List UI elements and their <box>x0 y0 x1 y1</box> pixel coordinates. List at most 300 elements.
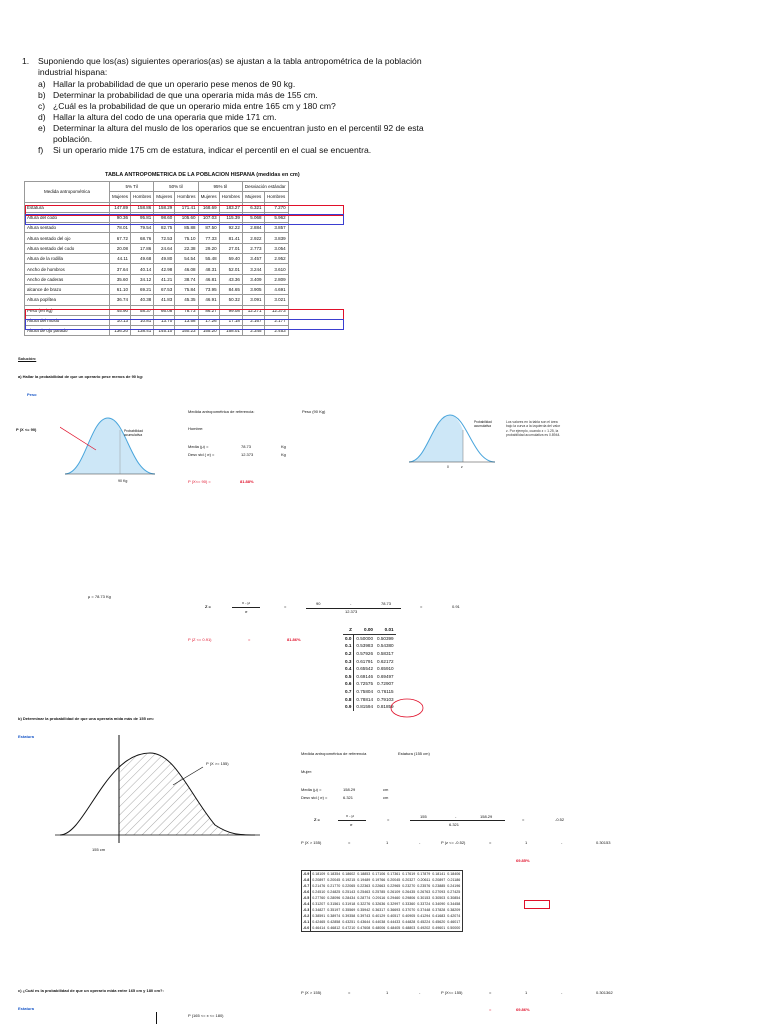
measure-value: 45.90 <box>110 305 131 315</box>
measure-value: 17.26 <box>198 315 219 325</box>
a-z-sd: 12.373 <box>345 609 358 614</box>
b-p3-minus: - <box>419 990 421 995</box>
measure-value: 67.72 <box>110 233 131 243</box>
z-table-cell: 0.49601 <box>432 926 446 930</box>
measure-value: 38.74 <box>175 274 198 284</box>
z-table-cell: -0.8 <box>303 878 310 882</box>
a-z-label: Z = <box>205 604 211 609</box>
measure-value: 34.12 <box>131 274 154 284</box>
measure-value: 87.50 <box>198 223 219 233</box>
measure-value: 72.53 <box>154 233 175 243</box>
measure-value: 12.373 <box>264 305 288 315</box>
z-table-cell: 0.8 <box>343 695 354 703</box>
measure-value: 24.64 <box>154 243 175 253</box>
z-table-cell: 0.29806 <box>402 896 416 900</box>
z-table-cell: 0.1 <box>343 642 354 650</box>
a-z-mu: 78.73 <box>381 601 392 606</box>
measure-name: Altura sentado del ojo <box>25 233 110 243</box>
table-row <box>25 233 289 243</box>
z-table-cell: 0.31561 <box>327 902 341 906</box>
z-table-row <box>343 650 396 658</box>
z-table-cell: 0.23885 <box>432 884 446 888</box>
z-table-cell: 0.28774 <box>357 896 371 900</box>
z-table-cell: 0.65542 <box>356 666 373 672</box>
measure-value: 48.31 <box>198 264 219 274</box>
b-z-formula-bar <box>338 820 366 821</box>
measure-name: Estatura <box>25 202 110 212</box>
table-row <box>25 274 289 284</box>
z-table-cell: 0.25785 <box>372 890 386 894</box>
measure-value: 10.13 <box>110 315 131 325</box>
measure-name: Altura de ojo parado <box>25 326 110 336</box>
measure-value: 66.08 <box>154 305 175 315</box>
b-p4-eq: = <box>489 990 492 995</box>
a-mean-value: 78.73 <box>241 444 252 449</box>
measure-value: 2.167 <box>242 315 264 325</box>
measure-value: 168.69 <box>198 202 219 212</box>
measure-value: 82.75 <box>154 223 175 233</box>
z-table-cell: 0.40517 <box>387 914 401 918</box>
z-table-cell: 0.69146 <box>356 673 373 679</box>
a-z-x: 90 <box>316 601 321 606</box>
z-table-cell: -0.9 <box>303 872 310 876</box>
b-bell-curve <box>55 735 260 845</box>
z-table-cell: 0.26109 <box>387 890 401 894</box>
measure-name: Altura sentado <box>25 223 110 233</box>
a-gender: Hombre: <box>188 426 204 431</box>
b-sd-value: 6.321 <box>343 795 354 800</box>
measure-value: 77.33 <box>198 233 219 243</box>
a-side-zero: 0 <box>447 465 449 469</box>
z-table-cell: 0.48405 <box>387 926 401 930</box>
z-table-cell: 0.44433 <box>387 920 401 924</box>
z-table-row <box>343 695 396 703</box>
measure-value: 115.39 <box>219 212 242 222</box>
z-table-cell: -0.5 <box>303 896 310 900</box>
measure-value: 45.35 <box>175 295 198 305</box>
measure-name: Altura del muslo <box>25 315 110 325</box>
measure-value: 46.91 <box>198 295 219 305</box>
z-table-cell: 0.25143 <box>342 890 356 894</box>
b-p3-label: P (X > 155) <box>301 990 322 995</box>
z-table-row <box>343 680 396 688</box>
measure-value: 4.691 <box>264 284 288 294</box>
z-table-cell: 0.19489 <box>357 878 371 882</box>
measure-value: 171.41 <box>175 202 198 212</box>
z-table-cell: 0.69497 <box>377 673 394 679</box>
measure-value: 5.962 <box>264 212 288 222</box>
z-table-a <box>343 626 396 711</box>
b-ztable-box <box>524 900 550 909</box>
question-item-d: d) Hallar la altura del codo de una operaria que mide 171 cm. <box>38 112 277 122</box>
a-sd-unit: Kg <box>281 452 286 457</box>
z-table-cell: 0.35197 <box>327 908 341 912</box>
measure-value: 37.64 <box>110 264 131 274</box>
z-table-cell: 0.7 <box>343 688 354 696</box>
z-table-cell: 0.50000 <box>447 926 461 930</box>
measure-value: 2.453 <box>264 326 288 336</box>
z-table-cell: 0.40129 <box>372 914 386 918</box>
z-table-cell: 0.18602 <box>342 872 356 876</box>
measure-value: 3.054 <box>264 243 288 253</box>
z-table-cell: 0.20897 <box>312 878 326 882</box>
z-table-cell: 0.53983 <box>356 643 373 649</box>
b-z-bar <box>410 820 505 821</box>
a-pz-label: P (Z <= 0.91) <box>188 637 212 642</box>
measure-value: 29.20 <box>198 243 219 253</box>
measure-value: 50.32 <box>219 295 242 305</box>
table-row <box>25 284 289 294</box>
z-table-cell: 0.48803 <box>402 926 416 930</box>
z-table-cell: 0.17106 <box>372 872 386 876</box>
measure-value: 12.271 <box>242 305 264 315</box>
measure-value: 52.01 <box>219 264 242 274</box>
z-table-cell: -0.4 <box>303 902 310 906</box>
a-z-eq2: = <box>420 604 423 609</box>
z-table-cell: 0.79103 <box>377 696 394 702</box>
measure-value: 5.068 <box>242 212 264 222</box>
measure-value: 2.773 <box>242 243 264 253</box>
z-table-cell: 0.38209 <box>447 908 461 912</box>
sub-header: Hombres <box>175 192 198 202</box>
measure-value: 136.20 <box>110 326 131 336</box>
b-mean-unit: cm <box>383 787 389 792</box>
z-table-cell: 0.20045 <box>327 878 341 882</box>
z-table-cell: 0.27093 <box>432 890 446 894</box>
z-table-cell: 0.9 <box>343 703 354 711</box>
z-table-cell: 0.34827 <box>312 908 326 912</box>
measure-value: 36.74 <box>110 295 131 305</box>
z-table-cell: 0.17879 <box>417 872 431 876</box>
z-table-cell: 0.0 <box>343 634 354 642</box>
z-table-cell: 0.28434 <box>342 896 356 900</box>
measure-value: 3.839 <box>264 233 288 243</box>
measure-value: 42.98 <box>154 264 175 274</box>
b-p4-label: P (X<= 155) <box>441 990 463 995</box>
z-table-cell: -0.3 <box>303 908 310 912</box>
measure-value: 68.76 <box>131 233 154 243</box>
z-table-cell: 0.50000 <box>356 635 373 641</box>
a-pz-value: 81.86% <box>287 637 301 642</box>
z-table-cell: 0.81594 <box>356 704 373 710</box>
b-p2-label: P (z <= -0.52) <box>441 840 466 845</box>
measure-value: 13.58 <box>175 315 198 325</box>
b-z-minus: - <box>455 814 457 819</box>
z-table-cell: 0.41683 <box>432 914 446 918</box>
z-table-cell: 0.18109 <box>312 872 326 876</box>
measure-value: 85.88 <box>175 223 198 233</box>
measure-value: 58.37 <box>131 305 154 315</box>
sub-header: Mujeres <box>110 192 131 202</box>
question-number: 1. <box>22 56 30 66</box>
z-table-cell: -0.2 <box>303 914 310 918</box>
measure-value: 90.36 <box>110 212 131 222</box>
b-probability-label: P (X >= 155) <box>206 761 229 766</box>
measure-name: Altura poplítea <box>25 295 110 305</box>
measure-value: 44.11 <box>110 254 131 264</box>
b-reference-value: Estatura (155 cm) <box>398 751 430 756</box>
z-table-cell: 0.45224 <box>417 920 431 924</box>
measure-value: 158.01 <box>219 326 242 336</box>
z-table-cell: 0.20045 <box>387 878 401 882</box>
z-table-cell: 0.43644 <box>357 920 371 924</box>
z-table-header-cell: 0.00 <box>354 626 375 634</box>
b-p3-one: 1 <box>386 990 389 995</box>
measure-name: Ancho de hombros <box>25 264 110 274</box>
z-table-cell: 0.41294 <box>417 914 431 918</box>
b-z-eq1: = <box>387 817 390 822</box>
b-mean-value: 158.29 <box>343 787 356 792</box>
measure-value: 41.83 <box>154 295 175 305</box>
question-intro: Suponiendo que los(as) siguientes operarios(as) se ajustan a la tabla antropométrica de la población industrial hispana: <box>38 56 422 77</box>
z-table-cell: 0.6 <box>343 680 354 688</box>
measure-value: 2.922 <box>242 233 264 243</box>
table-row <box>25 295 289 305</box>
z-table-cell: 0.38591 <box>312 914 326 918</box>
z-table-cell: -0.1 <box>303 920 310 924</box>
measure-value: 75.10 <box>175 233 198 243</box>
sub-header: Hombres <box>219 192 242 202</box>
measure-value: 35.60 <box>110 274 131 284</box>
z-table-b <box>301 870 463 932</box>
b-p1-one: 1 <box>386 840 389 845</box>
z-table-cell: 0.57926 <box>356 651 373 657</box>
z-table-cell: 0.30503 <box>432 896 446 900</box>
z-table-cell: 0.3 <box>343 657 354 665</box>
measure-value: 84.65 <box>219 284 242 294</box>
c-curve-axis <box>156 1012 157 1024</box>
measure-value: 3.857 <box>264 223 288 233</box>
sub-header: Hombres <box>131 192 154 202</box>
sub-header: Hombres <box>264 192 288 202</box>
z-table-cell: 0.22965 <box>387 884 401 888</box>
section-c-variable: Estatura <box>18 1006 35 1011</box>
a-reference-value: Peso (90 Kg) <box>302 409 326 414</box>
z-table-cell: 0.23576 <box>417 884 431 888</box>
measure-value: 138.41 <box>131 326 154 336</box>
b-percent-1: 69.85% <box>516 858 530 863</box>
b-z-label: Z = <box>314 817 320 822</box>
measure-name: alcance de brazo <box>25 284 110 294</box>
z-table-cell: 0.35569 <box>342 908 356 912</box>
z-table-cell: 0.38974 <box>327 914 341 918</box>
measure-value: 98.60 <box>154 212 175 222</box>
z-table-cell: 0.39358 <box>342 914 356 918</box>
z-table-cell: 0.42465 <box>312 920 326 924</box>
b-p2-minus: - <box>561 840 563 845</box>
measure-value: 27.01 <box>219 243 242 253</box>
z-table-cell: 0.26763 <box>417 890 431 894</box>
z-table-cell: 0.37448 <box>417 908 431 912</box>
measure-value: 150.23 <box>175 326 198 336</box>
b-z-x: 155 <box>420 814 427 819</box>
z-table-cell: 0.44828 <box>402 920 416 924</box>
group-header-5: 5% Til <box>110 182 154 192</box>
group-header-50: 50% til <box>154 182 198 192</box>
a-axis-label: 90 Kg <box>118 479 128 483</box>
measure-value: 95.81 <box>131 212 154 222</box>
a-z-minus: - <box>350 601 352 606</box>
a-side-bell-curve <box>405 410 500 470</box>
a-mean-unit: Kg <box>281 444 286 449</box>
b-p3-eq: = <box>348 990 351 995</box>
measure-value: 79.54 <box>131 223 154 233</box>
measure-value: 3.021 <box>264 295 288 305</box>
z-table-cell: 0.22363 <box>357 884 371 888</box>
measure-value: 7.270 <box>264 202 288 212</box>
measure-value: 105.60 <box>175 212 198 222</box>
z-table-cell: 0.37070 <box>402 908 416 912</box>
z-table-cell: 0.27425 <box>447 890 461 894</box>
z-table-cell: 0.45620 <box>432 920 446 924</box>
b-p2-value: 0.30153 <box>596 840 611 845</box>
z-table-cell: 0.19766 <box>372 878 386 882</box>
z-table-cell: -0.6 <box>303 890 310 894</box>
z-table-row <box>343 673 396 681</box>
z-table-cell: 0.31918 <box>342 902 356 906</box>
sub-header: Mujeres <box>154 192 175 202</box>
z-table-header <box>343 626 396 634</box>
z-table-cell: 0.61791 <box>356 658 373 664</box>
section-c-title: c) ¿Cuál es la probabilidad de que un operario mida entre 165 cm y 180 cm?: <box>18 988 164 993</box>
z-table-cell: 0.37828 <box>432 908 446 912</box>
measure-value: 2.345 <box>242 326 264 336</box>
b-p4-one: 1 <box>525 990 528 995</box>
measure-value: 3.244 <box>242 264 264 274</box>
z-table-cell: 0.32997 <box>387 902 401 906</box>
measure-value: 49.68 <box>131 254 154 264</box>
b-p2-one: 1 <box>525 840 528 845</box>
z-table-cell: 0.33360 <box>402 902 416 906</box>
z-table-cell: 0.20611 <box>417 878 431 882</box>
b-mean-label: Media (μ) = <box>301 787 322 792</box>
question-list <box>38 79 450 156</box>
a-z-formula-bar <box>232 607 260 608</box>
measure-value: 2.809 <box>264 274 288 284</box>
z-table-cell: 0.19215 <box>342 878 356 882</box>
b-reference-label: Medida antropométrica de referencia <box>301 751 367 756</box>
measure-name: Peso (en kg) <box>25 305 110 315</box>
z-table-cell: 0.28096 <box>327 896 341 900</box>
section-b-variable: Estatura <box>18 734 35 739</box>
z-table-cell: 0.58317 <box>377 651 394 657</box>
b-p4-value: 0.301362 <box>596 990 613 995</box>
measure-value: 20.08 <box>110 243 131 253</box>
measure-value: 2.884 <box>242 223 264 233</box>
a-bell-curve <box>60 410 160 485</box>
a-z-eq1: = <box>284 604 287 609</box>
z-table-cell: 0.78814 <box>356 696 373 702</box>
measure-value: 22.38 <box>175 243 198 253</box>
z-table-row <box>343 688 396 696</box>
z-table-cell: 0.32636 <box>372 902 386 906</box>
z-table-cell: 0.34090 <box>432 902 446 906</box>
c-probability-label: P (165 <= x <= 180) <box>188 1013 224 1018</box>
z-table-cell: 0.20327 <box>402 878 416 882</box>
z-table-header-cell: Z <box>343 626 354 634</box>
section-a-title: a) Hallar la probabilidad de que un operario pese menos de 90 kg: <box>18 374 144 379</box>
b-z-mu: 158.29 <box>480 814 493 819</box>
a-z-formula-bottom: σ <box>245 609 248 614</box>
b-z-formula-top: x - μ <box>346 813 354 818</box>
z-table-cell: 0.36317 <box>372 908 386 912</box>
group-header-95: 95% til <box>198 182 242 192</box>
z-table-cell: 0.47210 <box>342 926 356 930</box>
solution-label: Solución: <box>18 356 37 361</box>
group-header-sd: Desviación estándar <box>242 182 288 192</box>
z-table-cell: 0.32276 <box>357 902 371 906</box>
measure-value: 69.21 <box>131 284 154 294</box>
z-table-cell: 0.20897 <box>432 878 446 882</box>
measure-value: 17.86 <box>131 243 154 253</box>
b-axis-label: 155 cm <box>92 847 106 852</box>
z-table-cell: 0.81859 <box>377 704 394 710</box>
measure-value: 86.27 <box>198 305 219 315</box>
z-table-row <box>343 665 396 673</box>
b-z-result: -0.52 <box>555 817 565 822</box>
measure-value: 73.95 <box>198 284 219 294</box>
measure-value: 75.84 <box>175 284 198 294</box>
measure-value: 46.08 <box>175 264 198 274</box>
z-table-cell: 0.54380 <box>377 643 394 649</box>
z-table-cell: 0.21476 <box>312 884 326 888</box>
measure-value: 43.36 <box>219 274 242 284</box>
z-table-cell: 0.75804 <box>356 689 373 695</box>
z-table-cell: 0.21186 <box>447 878 461 882</box>
measure-value: 92.22 <box>219 223 242 233</box>
measure-value: 55.48 <box>198 254 219 264</box>
a-result-value: 81.88% <box>240 479 254 484</box>
z-table-cell: 0.34458 <box>447 902 461 906</box>
b-p1-label: P (X > 155) <box>301 840 322 845</box>
z-table-cell: -0.7 <box>303 884 310 888</box>
measure-value: 41.21 <box>154 274 175 284</box>
z-table-cell: 0.29460 <box>387 896 401 900</box>
measure-value: 155.20 <box>198 326 219 336</box>
measure-header: Medida antropométrica <box>25 182 110 203</box>
z-table-cell: 0.2 <box>343 650 354 658</box>
table-row <box>25 264 289 274</box>
highlight-altura-codo <box>25 214 344 225</box>
z-table-cell: 0.43251 <box>342 920 356 924</box>
z-table-cell: 0.30153 <box>417 896 431 900</box>
z-table-row <box>302 925 461 931</box>
question-item-b: b) Determinar la probabilidad de que una operaria mida más de 155 cm. <box>38 90 318 100</box>
measure-value: 2.177 <box>264 315 288 325</box>
z-table-cell: 0.29116 <box>372 896 386 900</box>
section-a-variable: Peso <box>27 392 37 397</box>
z-table-cell: 0.50399 <box>377 635 394 641</box>
b-p2-eq: = <box>489 840 492 845</box>
z-table-cell: 0.72575 <box>356 681 373 687</box>
measure-value: 54.54 <box>175 254 198 264</box>
a-ztable-circle <box>389 696 425 720</box>
b-gender: Mujer: <box>301 769 313 774</box>
z-table-cell: -0.0 <box>303 926 310 930</box>
z-table-cell: 0.24825 <box>327 890 341 894</box>
z-table-cell: 0.21770 <box>327 884 341 888</box>
a-mean-label: Media (μ) = <box>188 444 209 449</box>
z-table-cell: 0.65910 <box>377 666 394 672</box>
z-table-cell: 0.46812 <box>327 926 341 930</box>
b-p4-minus: - <box>561 990 563 995</box>
a-side-z: z <box>461 465 463 469</box>
measure-value: 99.08 <box>219 305 242 315</box>
z-table-cell: 0.62172 <box>377 658 394 664</box>
measure-value: 2.952 <box>264 254 288 264</box>
measure-value: 17.18 <box>219 315 242 325</box>
z-table-cell: 0.17619 <box>402 872 416 876</box>
